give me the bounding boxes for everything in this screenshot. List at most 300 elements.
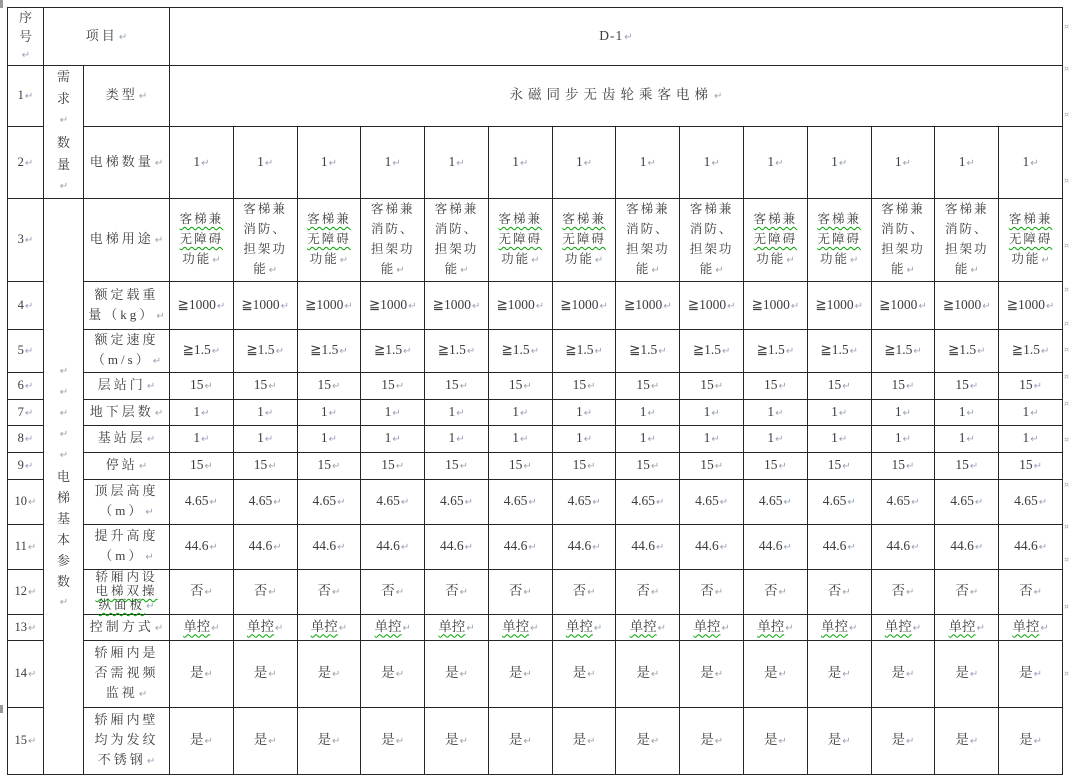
paragraph-mark: ↵: [775, 434, 784, 445]
elevator-usage-cell: [488, 199, 552, 282]
cell-text: 轿厢内壁均为发纹不锈钢: [94, 712, 159, 767]
paragraph-mark: ↵: [970, 265, 979, 276]
value-cell: [170, 330, 234, 373]
paragraph-mark: ↵: [714, 587, 724, 598]
paragraph-mark: ↵: [842, 587, 851, 598]
value-cell: [233, 330, 297, 373]
value-cell: [616, 615, 680, 641]
cell-text: 否: [955, 583, 969, 598]
paragraph-mark: ↵: [24, 91, 34, 103]
value-cell: [425, 570, 489, 615]
table-row: [8, 127, 1063, 199]
paragraph-mark: ↵: [906, 669, 915, 680]
elevator-usage-cell: [297, 199, 361, 282]
cell-text: 4.65: [1014, 493, 1038, 508]
value-cell: [871, 282, 935, 330]
value-cell: [744, 708, 808, 775]
value-cell: [297, 373, 361, 400]
row-end-mark: ¤: [1064, 241, 1070, 250]
paragraph-mark: ↵: [902, 407, 912, 419]
row-number-cell: [8, 641, 44, 708]
paragraph-mark: ↵: [146, 434, 156, 445]
cell-text: 是: [572, 732, 587, 747]
cell-text: 1: [639, 153, 647, 169]
paragraph-mark: ↵: [523, 587, 532, 598]
paragraph-mark: ↵: [204, 736, 213, 747]
cell-text: 15: [763, 377, 778, 392]
value-cell: [935, 570, 999, 615]
row-end-mark: ¤: [1064, 668, 1070, 678]
cell-text: ≧1000: [305, 296, 344, 312]
elevator-usage-cell: [361, 199, 425, 282]
value-cell: [616, 480, 680, 525]
cell-text: 4.65: [695, 493, 719, 508]
value-cell: [233, 480, 297, 525]
paragraph-mark: ↵: [711, 407, 720, 419]
cell-text: 是: [189, 732, 204, 747]
paragraph-mark: ↵: [339, 255, 349, 266]
paragraph-mark: ↵: [24, 434, 34, 445]
paragraph-mark: ↵: [328, 157, 338, 169]
table-row: [8, 400, 1063, 426]
cell-text: 项目: [85, 27, 118, 43]
paragraph-mark: ↵: [913, 346, 922, 357]
paragraph-mark: ↵: [268, 381, 277, 392]
value-cell: [999, 641, 1063, 708]
paragraph-mark: ↵: [727, 300, 736, 312]
paragraph-mark: ↵: [24, 346, 34, 357]
paragraph-mark: ↵: [778, 461, 787, 472]
value-cell: [999, 282, 1063, 330]
value-cell: [807, 426, 871, 453]
value-cell: [425, 615, 489, 641]
cell-text: 4.65: [631, 493, 655, 508]
row-end-mark: ¤: [1064, 371, 1070, 381]
value-cell: [297, 641, 361, 708]
paragraph-mark: ↵: [719, 497, 729, 508]
item-label-cell: [84, 282, 170, 330]
vertical-line: 数 ↵: [57, 571, 70, 613]
cell-text: ≧1.5: [310, 342, 339, 357]
cell-text: 4.65: [376, 493, 400, 508]
cell-text: 永磁同步无齿轮乘客电梯: [509, 87, 714, 103]
paragraph-mark: ↵: [775, 407, 784, 419]
cell-text-squiggle: 单控: [374, 618, 402, 634]
paragraph-mark: ↵: [118, 31, 128, 43]
vertical-line: 序: [18, 10, 32, 25]
cell-text: 是: [1019, 665, 1033, 680]
paragraph-mark: ↵: [966, 407, 975, 419]
elevator-usage-cell: [552, 199, 616, 282]
value-cell: [807, 570, 871, 615]
value-cell: [999, 426, 1063, 453]
value-cell: [871, 641, 935, 708]
paragraph-mark: ↵: [657, 622, 667, 634]
paragraph-mark: ↵: [592, 542, 601, 553]
row-number-cell: [8, 426, 44, 453]
table-body: [8, 8, 1063, 775]
paragraph-mark: ↵: [459, 669, 468, 680]
paragraph-mark: ↵: [395, 381, 405, 392]
value-cell: [233, 708, 297, 775]
paragraph-mark: ↵: [459, 461, 468, 472]
paragraph-mark: ↵: [211, 346, 221, 357]
elevator-usage-cell: [807, 199, 871, 282]
paragraph-mark: ↵: [786, 255, 795, 266]
cell-text: 44.6: [886, 538, 911, 553]
row-number-cell: [8, 525, 44, 570]
value-cell: [297, 708, 361, 775]
paragraph-mark: ↵: [519, 157, 529, 169]
value-cell: [361, 480, 425, 525]
paragraph-mark: ↵: [59, 181, 69, 192]
paragraph-mark: ↵: [528, 497, 537, 508]
paragraph-mark: ↵: [24, 461, 34, 472]
cell-text: 15: [827, 377, 842, 392]
value-cell: [999, 525, 1063, 570]
value-cell: [680, 282, 744, 330]
paragraph-mark: ↵: [28, 587, 37, 598]
table-code-cell: [170, 8, 1063, 66]
value-cell: [807, 330, 871, 373]
cell-text: 否: [381, 583, 395, 598]
row-number-cell: [8, 400, 44, 426]
paragraph-mark: ↵: [523, 381, 532, 392]
paragraph-mark: ↵: [268, 265, 278, 276]
paragraph-mark: ↵: [849, 622, 858, 634]
paragraph-mark: ↵: [530, 622, 539, 634]
paragraph-mark: ↵: [911, 542, 920, 553]
cell-text: 是: [1019, 732, 1033, 747]
row-number-cell: [8, 127, 44, 199]
value-cell: [361, 330, 425, 373]
paragraph-mark: ↵: [650, 587, 660, 598]
paragraph-mark: ↵: [201, 407, 210, 419]
cell-text: 1: [257, 153, 264, 169]
value-cell: [871, 570, 935, 615]
value-cell: [425, 525, 489, 570]
cell-text: 额定速度（m/s）: [91, 332, 159, 367]
paragraph-mark: ↵: [1033, 587, 1043, 598]
elevator-usage-cell: [680, 199, 744, 282]
cell-text: 4.65: [567, 493, 592, 508]
cell-text: ≧1.5: [565, 342, 594, 357]
value-cell: [807, 453, 871, 480]
cell-text: 44.6: [567, 538, 592, 553]
cell-text: 功能: [756, 252, 786, 266]
paragraph-mark: ↵: [711, 434, 720, 445]
paragraph-mark: ↵: [59, 449, 69, 461]
page-corner-mark-bottom: [0, 705, 3, 713]
value-cell: [488, 525, 552, 570]
paragraph-mark: ↵: [849, 346, 858, 357]
cell-text: 11: [14, 539, 27, 553]
cell-text: 15: [317, 457, 331, 472]
cell-text: 1: [894, 430, 902, 445]
value-cell: [297, 480, 361, 525]
cell-text: 15: [827, 457, 842, 472]
paragraph-mark: ↵: [1040, 622, 1049, 634]
paragraph-mark: ↵: [268, 736, 277, 747]
paragraph-mark: ↵: [396, 265, 405, 276]
cell-text: 1: [384, 403, 392, 419]
paragraph-mark: ↵: [268, 587, 277, 598]
value-cell: [425, 282, 489, 330]
paragraph-mark: ↵: [1033, 381, 1043, 392]
paragraph-mark: ↵: [523, 736, 532, 747]
paragraph-mark: ↵: [337, 542, 346, 553]
value-cell: [552, 453, 616, 480]
cell-text: ≧1000: [432, 296, 471, 312]
cell-text: 44.6: [440, 538, 464, 553]
cell-text: 15: [1019, 457, 1033, 472]
value-cell: [744, 426, 808, 453]
cell-text: 是: [827, 732, 842, 747]
cell-text: 1: [257, 430, 264, 445]
value-cell: [297, 525, 361, 570]
elevator-usage-cell: [871, 199, 935, 282]
paragraph-mark: ↵: [655, 542, 665, 553]
vertical-line: 数: [56, 135, 70, 150]
value-cell: [871, 615, 935, 641]
value-cell: [871, 400, 935, 426]
paragraph-mark: ↵: [392, 407, 401, 419]
cell-text-squiggle: 客梯兼无障碍: [1008, 212, 1053, 246]
row-number-cell: [8, 615, 44, 641]
paragraph-mark: ↵: [842, 669, 851, 680]
cell-text: 1: [831, 430, 838, 445]
paragraph-mark: ↵: [24, 235, 34, 246]
value-cell: [552, 570, 616, 615]
value-cell: [871, 426, 935, 453]
page-corner-mark-top: [0, 0, 3, 8]
value-cell: [552, 400, 616, 426]
cell-text: 1: [639, 403, 647, 419]
cell-text: 是: [700, 665, 714, 680]
item-label-cell: [84, 570, 170, 615]
paragraph-mark: ↵: [211, 622, 220, 634]
paragraph-mark: ↵: [1030, 407, 1039, 419]
row-end-mark: ¤: [1064, 22, 1070, 31]
value-cell: [488, 453, 552, 480]
paragraph-mark: ↵: [275, 346, 284, 357]
paragraph-mark: ↵: [332, 381, 341, 392]
value-cell: [361, 373, 425, 400]
value-cell: [871, 708, 935, 775]
value-cell: [935, 615, 999, 641]
paragraph-mark: ↵: [395, 461, 405, 472]
cell-text: ≧1.5: [692, 342, 722, 357]
value-cell: [233, 282, 297, 330]
row-end-mark: ¤: [1064, 434, 1070, 444]
value-cell: [680, 400, 744, 426]
cell-text: 44.6: [695, 538, 719, 553]
paragraph-mark: ↵: [21, 50, 31, 61]
cell-text: 1: [257, 403, 264, 419]
value-cell: [552, 282, 616, 330]
cell-text: 否: [763, 583, 778, 598]
cell-text-squiggle: 客梯兼无障碍: [498, 212, 543, 246]
cell-text: 15: [763, 457, 778, 472]
item-label-cell: [84, 199, 170, 282]
cell-text: 15: [700, 457, 714, 472]
cell-text: 4.65: [440, 493, 464, 508]
paragraph-mark: ↵: [204, 587, 213, 598]
value-cell: [425, 426, 489, 453]
value-cell: [297, 400, 361, 426]
cell-text: 轿厢内设: [95, 570, 158, 584]
paragraph-mark: ↵: [790, 300, 800, 312]
cell-text: 否: [572, 583, 587, 598]
paragraph-mark: ↵: [456, 407, 465, 419]
paragraph-mark: ↵: [976, 622, 985, 634]
value-cell: [935, 641, 999, 708]
value-cell: [871, 453, 935, 480]
value-cell: [488, 708, 552, 775]
cell-text: 4.65: [886, 493, 911, 508]
row-end-mark: ¤: [1064, 601, 1070, 611]
paragraph-mark: ↵: [338, 622, 348, 634]
cell-text: ≧1000: [751, 296, 790, 312]
value-cell: [552, 641, 616, 708]
value-cell: [233, 453, 297, 480]
row-number-cell: [8, 480, 44, 525]
vertical-line: [59, 382, 68, 403]
cell-text: 1: [193, 430, 201, 445]
row-number-cell: [8, 66, 44, 127]
cell-text: 否: [700, 583, 714, 598]
paragraph-mark: ↵: [530, 346, 540, 357]
cell-text: 15: [14, 733, 28, 747]
cell-text: 15: [189, 457, 204, 472]
cell-text: ≧1000: [177, 296, 216, 312]
cell-text: 44.6: [631, 538, 655, 553]
cell-text: 15: [572, 457, 587, 472]
group-demand-quantity-cell-text: [44, 66, 83, 198]
cell-text-squiggle: 单控: [502, 618, 530, 634]
value-cell: [999, 615, 1063, 641]
paragraph-mark: ↵: [337, 497, 346, 508]
cell-text: 1: [703, 153, 711, 169]
cell-text: 15: [955, 377, 969, 392]
cell-text: 顶层高度（m）: [94, 483, 159, 518]
value-cell: [744, 615, 808, 641]
value-cell: [297, 330, 361, 373]
value-cell: [871, 330, 935, 373]
value-cell: [935, 373, 999, 400]
cell-text: 44.6: [184, 538, 209, 553]
cell-text: 8: [17, 431, 24, 445]
value-cell: [361, 282, 425, 330]
paragraph-mark: ↵: [274, 622, 284, 634]
paragraph-mark: ↵: [838, 157, 848, 169]
paragraph-mark: ↵: [459, 587, 468, 598]
paragraph-mark: ↵: [658, 346, 667, 357]
cell-text: 是: [763, 665, 778, 680]
paragraph-mark: ↵: [28, 622, 37, 634]
cell-text: 1: [576, 430, 583, 445]
vertical-line: 号 ↵: [19, 27, 32, 65]
paragraph-mark: ↵: [1038, 497, 1048, 508]
value-cell: [233, 570, 297, 615]
cell-text: 1: [576, 403, 583, 419]
paragraph-mark: ↵: [264, 407, 274, 419]
cell-text: 15: [508, 377, 523, 392]
paragraph-mark: ↵: [332, 669, 341, 680]
item-label-cell: [84, 480, 170, 525]
cell-text: 是: [253, 732, 268, 747]
value-cell: [744, 282, 808, 330]
group-demand-quantity-cell: [44, 66, 84, 199]
cell-text-squiggle: 单控: [884, 618, 912, 634]
value-cell: [297, 615, 361, 641]
value-cell: [744, 400, 808, 426]
cell-text: 1: [831, 403, 838, 419]
paragraph-mark: ↵: [1033, 736, 1043, 747]
value-cell: [999, 127, 1063, 199]
paragraph-mark: ↵: [456, 157, 465, 169]
row-end-mark: ¤: [1064, 398, 1070, 408]
cell-text: 3: [17, 232, 24, 246]
value-cell: [170, 641, 234, 708]
paragraph-mark: ↵: [146, 381, 156, 392]
cell-text: 15: [891, 457, 906, 472]
paragraph-mark: ↵: [332, 461, 341, 472]
paragraph-mark: ↵: [1030, 157, 1039, 169]
cell-text: 是: [955, 665, 969, 680]
paragraph-mark: ↵: [59, 115, 69, 126]
paragraph-mark: ↵: [392, 157, 401, 169]
cell-text: 1: [448, 403, 456, 419]
value-cell: [616, 426, 680, 453]
table-row: [8, 615, 1063, 641]
paragraph-mark: ↵: [1033, 461, 1043, 472]
cell-text: ≧1.5: [629, 342, 658, 357]
value-cell: [744, 373, 808, 400]
paragraph-mark: ↵: [24, 157, 34, 169]
cell-text: 5: [17, 343, 24, 357]
paragraph-mark: ↵: [847, 497, 856, 508]
paragraph-mark: ↵: [650, 461, 660, 472]
value-cell: [170, 127, 234, 199]
row-number-cell: [8, 373, 44, 400]
paragraph-mark: ↵: [977, 346, 986, 357]
paragraph-mark: ↵: [714, 736, 724, 747]
value-cell: [170, 426, 234, 453]
paragraph-mark: ↵: [842, 381, 851, 392]
value-cell: [425, 330, 489, 373]
cell-text: 13: [14, 619, 28, 634]
cell-text: 控制方式: [89, 618, 154, 634]
paragraph-mark: ↵: [778, 381, 787, 392]
paragraph-mark: ↵: [204, 461, 213, 472]
cell-text: 类型: [105, 87, 138, 103]
value-cell: [616, 641, 680, 708]
value-cell: [999, 480, 1063, 525]
item-label-cell: [84, 127, 170, 199]
cell-text: 44.6: [376, 538, 400, 553]
paragraph-mark: ↵: [138, 461, 148, 472]
cell-text: 15: [381, 457, 395, 472]
value-cell: [871, 373, 935, 400]
paragraph-mark: ↵: [778, 669, 787, 680]
row-end-mark: ¤: [1064, 479, 1070, 489]
merged-value-cell: [170, 66, 1063, 127]
row-end-mark: ¤: [1064, 63, 1070, 73]
paragraph-mark: ↵: [775, 157, 784, 169]
paragraph-mark: ↵: [212, 255, 221, 266]
paragraph-mark: ↵: [28, 669, 37, 680]
